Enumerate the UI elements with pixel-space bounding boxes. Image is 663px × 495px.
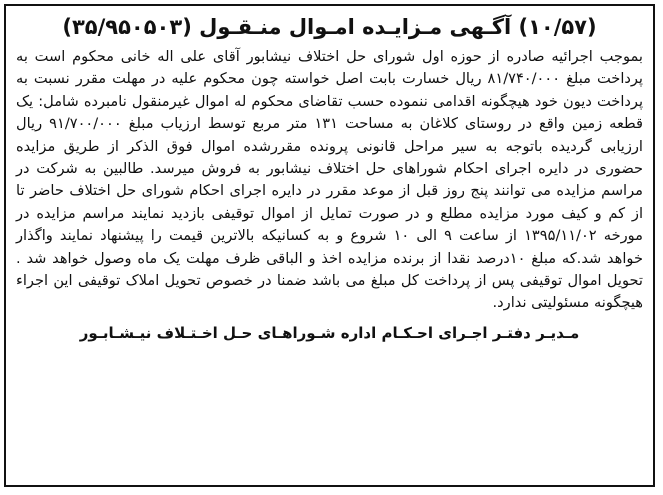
notice-signature: مـدیـر دفتـر اجـرای احـکـام اداره شـوراهـای حـل اخـتـلاف نیـشـابـور bbox=[79, 323, 580, 342]
auction-notice bbox=[4, 4, 655, 487]
notice-title: (۱۰/۵۷) آگـهی مـزایـده امـوال منـقـول (۳۵/۹۵۰۵۰۳) bbox=[62, 15, 597, 39]
notice-body: بموجب اجرائیه صادره از حوزه اول شورای حل اختلاف نیشابور آقای علی اله خانی محکوم است به پرداخت مبلغ ۸۱/۷۴۰/۰۰۰ ریال خسارت بابت اصل خواسته چون محکوم علیه در مهلت مقرر نسبت به پرداخت دیون خود هیچگونه اقدامی ننموده حسب تقاضای محکوم له اموال غیرمنقول نامبرده شامل: یک قطعه زمین واقع در روستای کلاغان به مساحت ۱۳۱ متر مربع توسط ارزیاب مبلغ ۹۱/۷۰۰/۰۰۰ ریال ارزیابی گردیده باتوجه به سیر مراحل قانونی پرونده مقررشده اموال فوق الذکر از طریق مزایده حضوری در دایره اجرای احکام شوراهای حل اختلاف نیشابور به فروش میرسد. طالبین به شرکت در مراسم مزایده می توانند پنج روز قبل از موعد مقرر در دایره اجرای احکام شورای حل اختلاف حاضر تا از کم و کیف مورد مزایده مطلع و در صورت تمایل از اموال توقیفی بازدید نمایند مراسم مزایده در مورخه ۱۳۹۵/۱۱/۰۲ از ساعت ۹ الی ۱۰ شروع و به کسانیکه بالاترین قیمت را پیشنهاد نمایند واگذار خواهد شد.که مبلغ ۱۰درصد نقدا از برنده مزایده اخذ و الباقی ظرف مهلت یک ماه وصول خواهد شد . تحویل اموال توقیفی پس از پرداخت کل مبلغ می باشد ضمنا در خصوص تحویل املاک توقیفی این اجراء هیچگونه مسئولیتی ندارد. bbox=[16, 48, 643, 312]
